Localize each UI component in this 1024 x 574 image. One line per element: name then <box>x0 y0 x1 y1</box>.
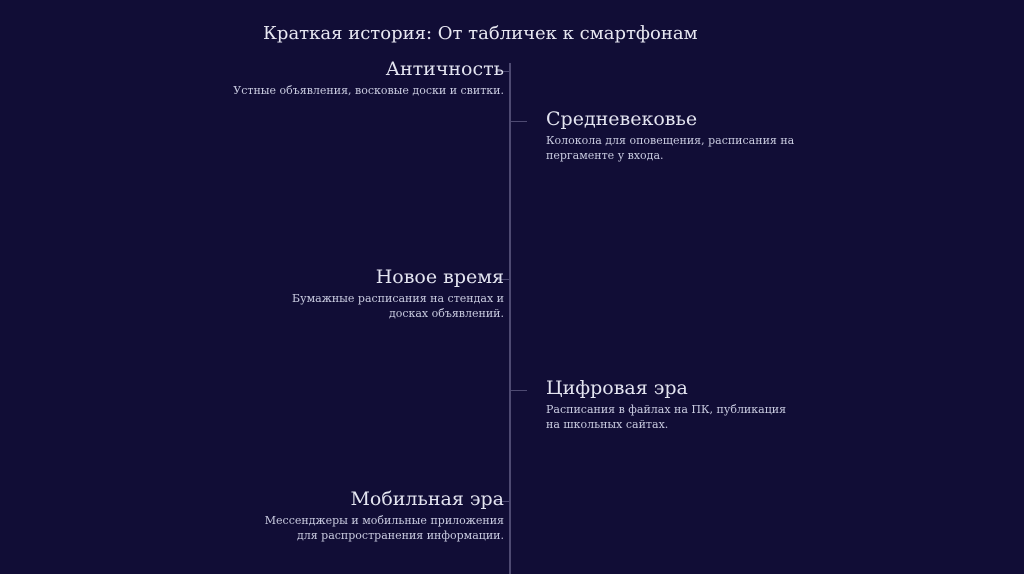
timeline-event-antiquity <box>233 57 504 98</box>
event-description-line: Бумажные расписания на стендах и <box>292 292 504 305</box>
event-description <box>233 83 504 98</box>
event-description-line: пергаменте у входа. <box>546 149 664 162</box>
event-title: Античность <box>385 58 504 80</box>
event-description <box>546 133 794 163</box>
event-title: Цифровая эра <box>546 377 688 399</box>
event-description <box>292 291 504 321</box>
event-title: Мобильная эра <box>350 488 504 510</box>
timeline-tick-2 <box>511 121 527 122</box>
event-description-line: для распространения информации. <box>296 529 504 542</box>
timeline-axis <box>509 63 511 574</box>
timeline-event-digital-era <box>546 376 786 432</box>
timeline-event-modern-age <box>292 265 504 321</box>
event-description-line: Расписания в файлах на ПК, публикация <box>546 403 787 416</box>
event-description <box>546 402 786 432</box>
event-description-line: Устные объявления, восковые доски и свитки. <box>233 84 504 97</box>
event-title: Средневековье <box>546 108 698 130</box>
event-description-line: на школьных сайтах. <box>546 418 669 431</box>
event-description-line: досках объявлений. <box>388 307 504 320</box>
event-description-line: Мессенджеры и мобильные приложения <box>264 514 504 527</box>
event-description <box>265 513 504 543</box>
timeline-tick-4 <box>511 390 527 391</box>
slide-title: Краткая история: От табличек к смартфонам <box>263 23 698 44</box>
event-description-line: Колокола для оповещения, расписания на <box>546 134 795 147</box>
timeline-event-middle-ages <box>546 107 794 163</box>
timeline-event-mobile-era <box>265 487 504 543</box>
event-title: Новое время <box>375 266 504 288</box>
